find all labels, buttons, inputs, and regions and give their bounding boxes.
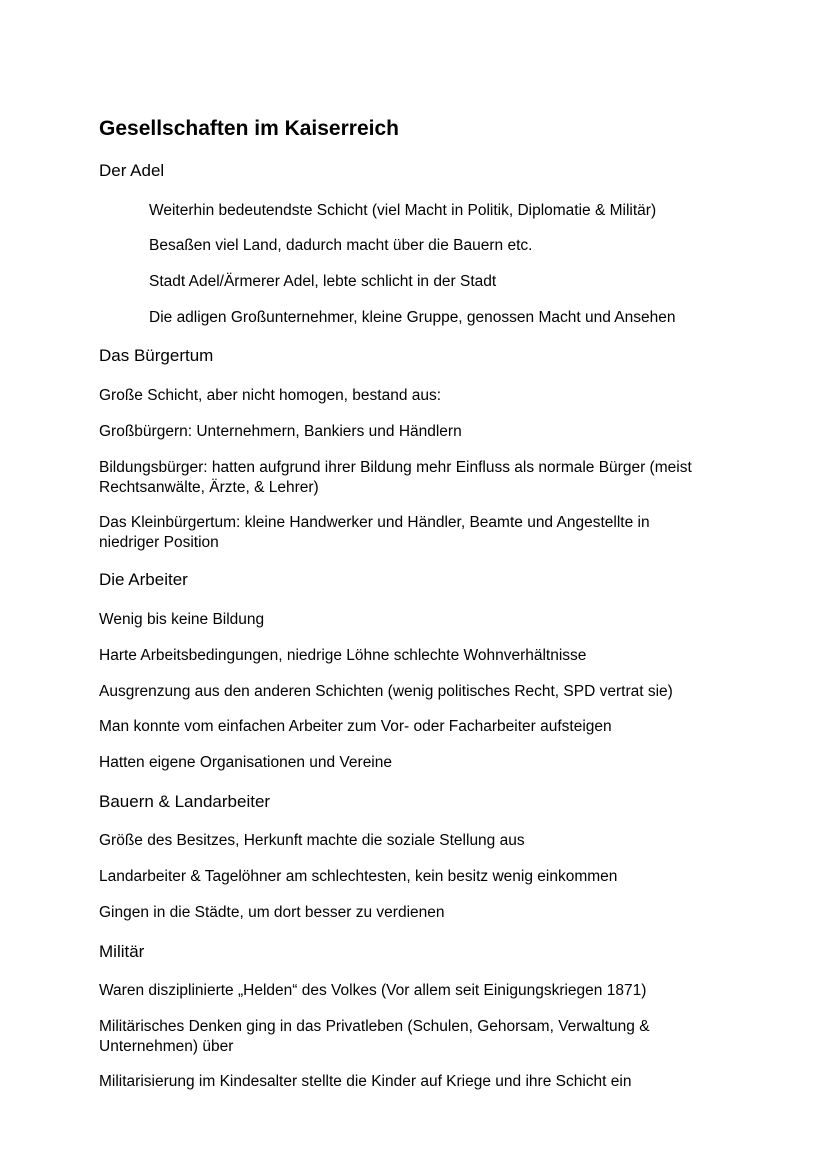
- paragraph: Wenig bis keine Bildung: [99, 611, 265, 628]
- paragraph: Größe des Besitzes, Herkunft machte die soziale Stellung aus: [99, 832, 525, 849]
- paragraph: Harte Arbeitsbedingungen, niedrige Löhne schlechte Wohnverhältnisse: [99, 647, 587, 664]
- paragraph: Militarisierung im Kindesalter stellte die Kinder auf Kriege und ihre Schicht ein: [99, 1073, 632, 1090]
- paragraph: Hatten eigene Organisationen und Vereine: [99, 754, 392, 771]
- paragraph: Bildungsbürger: hatten aufgrund ihrer Bildung mehr Einfluss als normale Bürger (meist Rechtsanwälte, Ärzte, & Lehrer): [99, 459, 692, 496]
- paragraph: Das Kleinbürgertum: kleine Handwerker und Händler, Beamte und Angestellte in niedriger Position: [99, 514, 650, 551]
- section-heading: Bauern & Landarbeiter: [99, 792, 271, 811]
- paragraph: Ausgrenzung aus den anderen Schichten (wenig politisches Recht, SPD vertrat sie): [99, 683, 673, 700]
- paragraph: Landarbeiter & Tagelöhner am schlechtesten, kein besitz wenig einkommen: [99, 868, 618, 885]
- paragraph: Weiterhin bedeutendste Schicht (viel Macht in Politik, Diplomatie & Militär): [149, 202, 657, 219]
- paragraph: Gingen in die Städte, um dort besser zu verdienen: [99, 904, 445, 921]
- paragraph: Besaßen viel Land, dadurch macht über die Bauern etc.: [149, 237, 533, 254]
- paragraph: Militärisches Denken ging in das Privatleben (Schulen, Gehorsam, Verwaltung & Unternehmen) über: [99, 1018, 650, 1055]
- paragraph: Großbürgern: Unternehmern, Bankiers und Händlern: [99, 423, 462, 440]
- document-title: Gesellschaften im Kaiserreich: [99, 117, 399, 140]
- paragraph: Stadt Adel/Ärmerer Adel, lebte schlicht in der Stadt: [149, 273, 497, 290]
- paragraph: Die adligen Großunternehmer, kleine Gruppe, genossen Macht und Ansehen: [149, 309, 676, 326]
- paragraph: Man konnte vom einfachen Arbeiter zum Vor- oder Facharbeiter aufsteigen: [99, 718, 612, 735]
- paragraph: Waren disziplinierte „Helden“ des Volkes (Vor allem seit Einigungskriegen 1871): [99, 982, 647, 999]
- section-heading: Die Arbeiter: [99, 570, 188, 589]
- section-heading: Das Bürgertum: [99, 346, 214, 365]
- section-heading: Militär: [99, 942, 145, 961]
- section-heading: Der Adel: [99, 161, 165, 180]
- paragraph: Große Schicht, aber nicht homogen, bestand aus:: [99, 387, 442, 404]
